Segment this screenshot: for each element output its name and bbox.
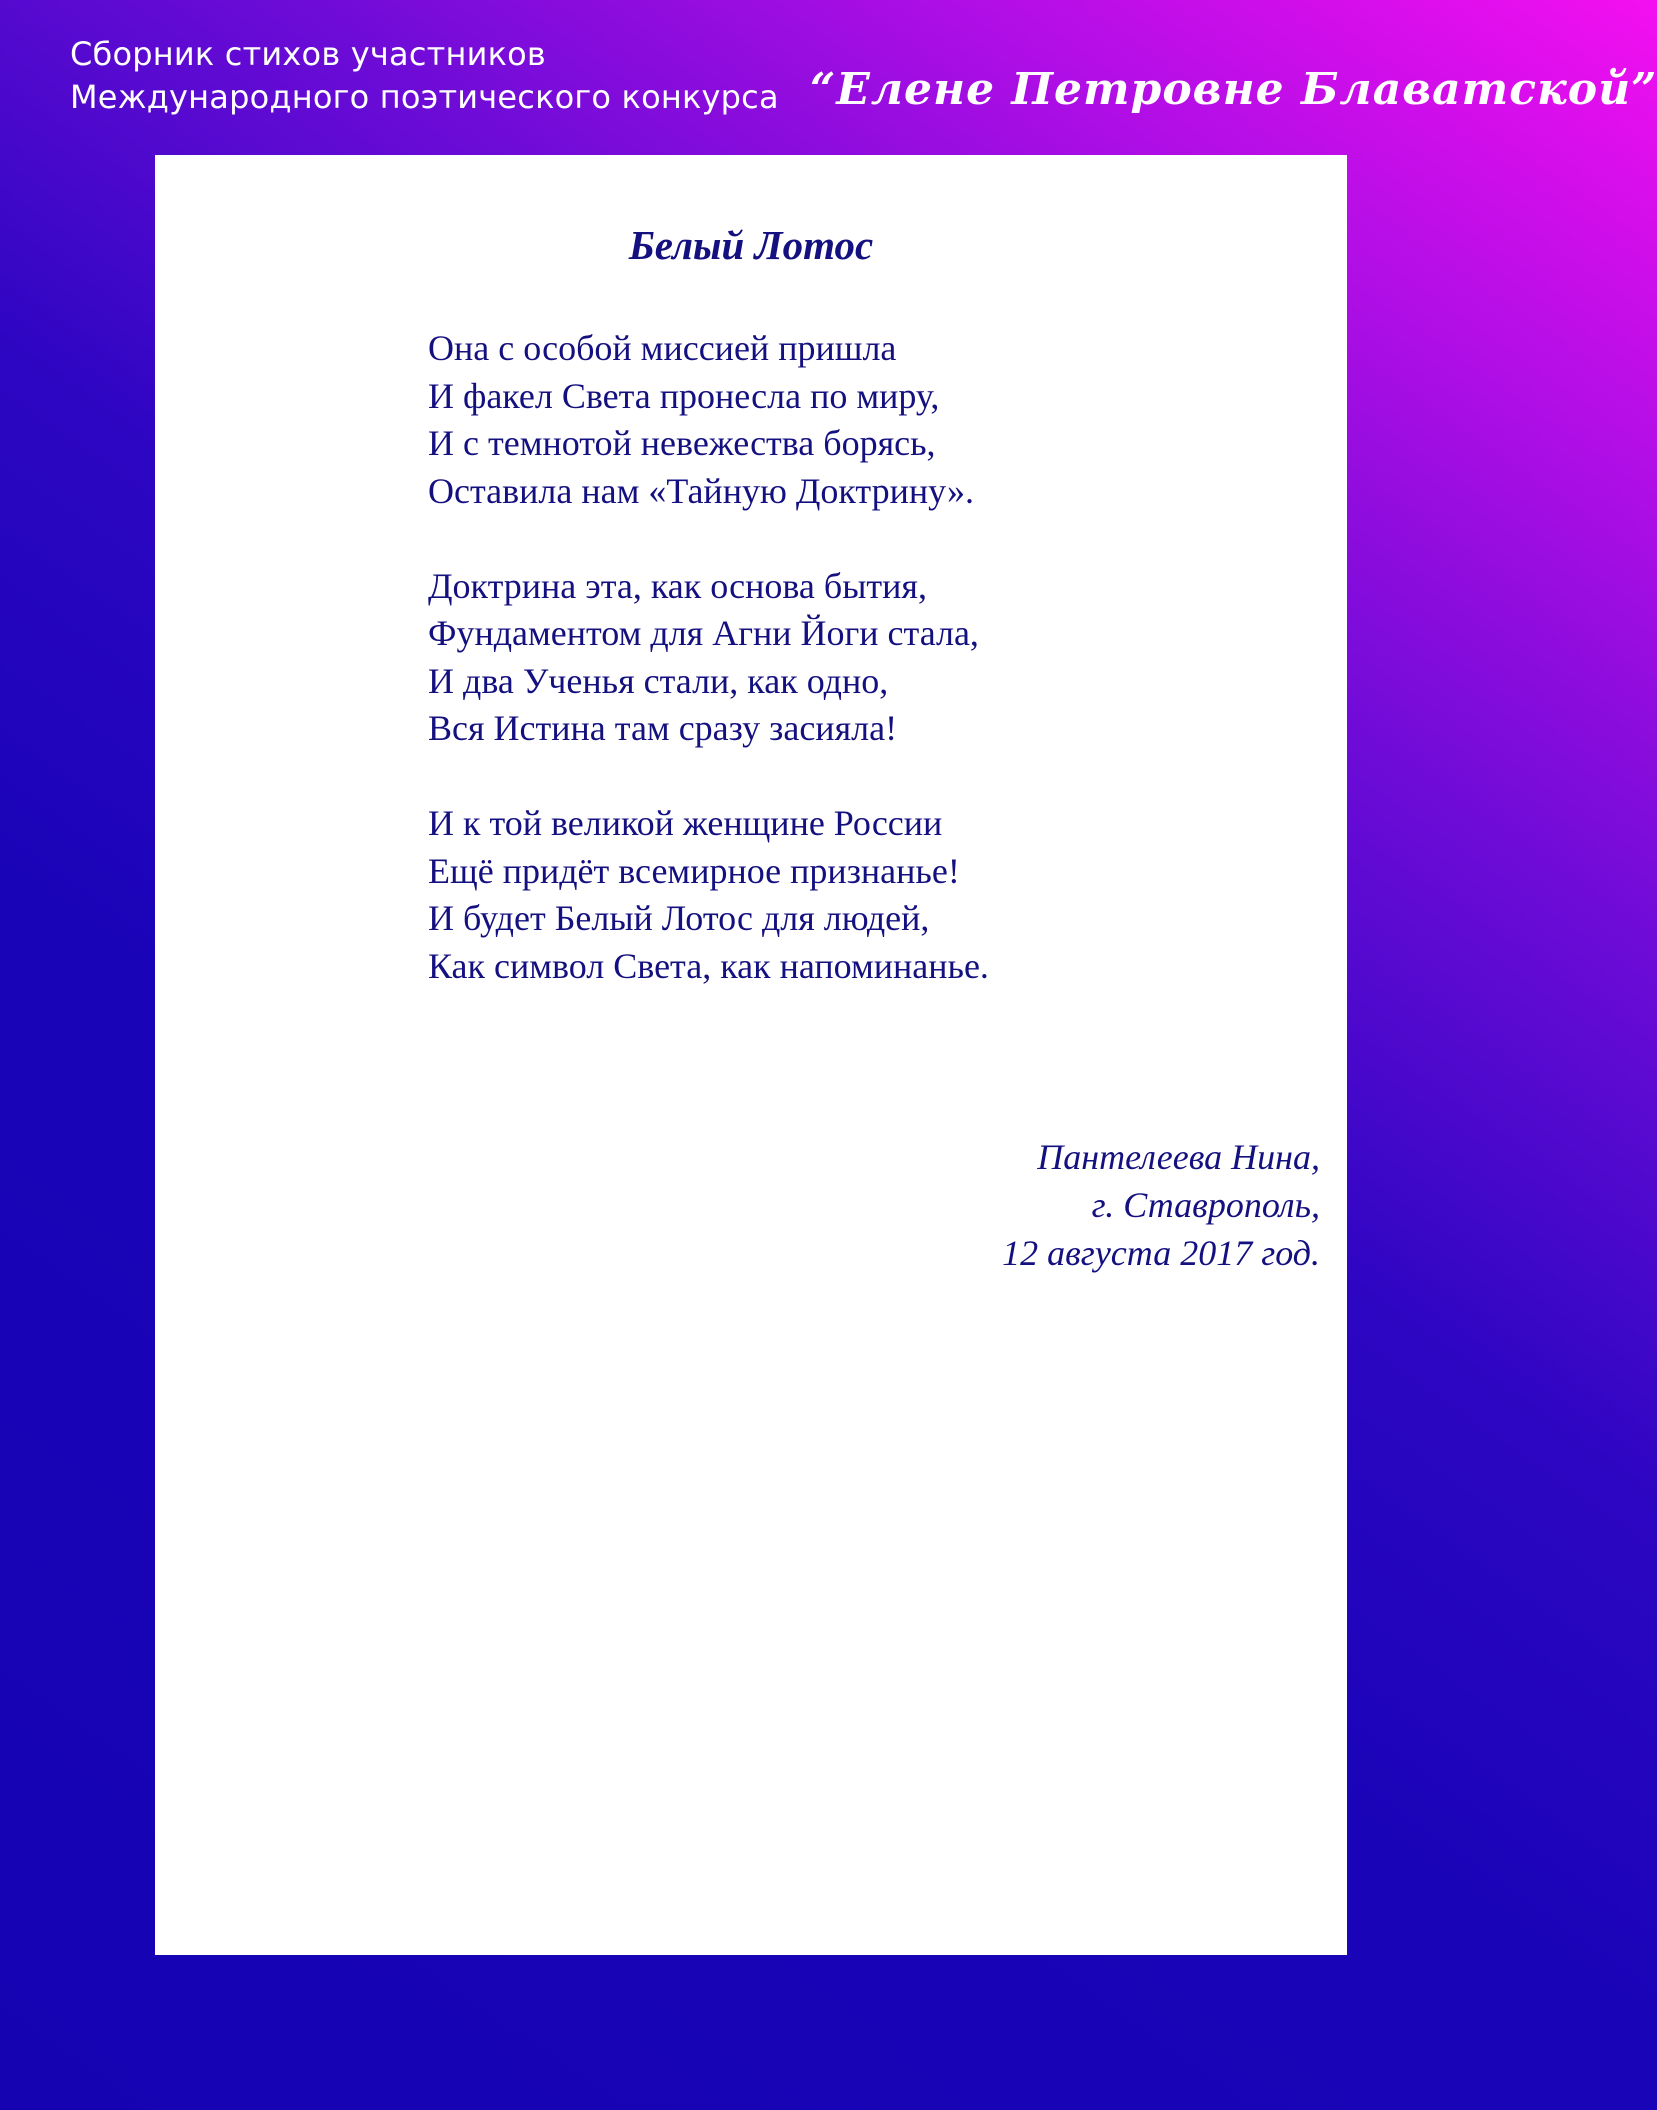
verse-line: И два Ученья стали, как одно,: [428, 660, 889, 701]
verse-line: Доктрина эта, как основа бытия,: [428, 565, 927, 606]
poem-page: [155, 155, 1347, 1955]
verse-line: Оставила нам «Тайную Доктрину».: [428, 470, 975, 511]
collection-title-line1: Сборник стихов участников: [70, 35, 546, 73]
verse-line: Ещё придёт всемирное признанье!: [428, 850, 960, 891]
poem-body: [428, 325, 989, 990]
stanza-3: [428, 800, 989, 990]
author-name: Пантелеева Нина,: [1037, 1137, 1320, 1177]
verse-line: Вся Истина там сразу засияла!: [428, 708, 898, 748]
collection-header: [70, 34, 1657, 124]
poem-date: 12 августа 2017 год.: [1002, 1233, 1320, 1273]
author-city: г. Ставрополь,: [1091, 1185, 1320, 1225]
stanza-2: [428, 563, 989, 753]
verse-line: И с темнотой невежества борясь,: [428, 423, 936, 463]
author-signature: [1002, 1133, 1320, 1277]
contest-name: “Елене Петровне Блаватской”: [810, 64, 1657, 115]
verse-line: И к той великой женщине России: [428, 803, 943, 843]
collection-title-line2: Международного поэтического конкурса: [70, 78, 779, 116]
verse-line: И будет Белый Лотос для людей,: [428, 898, 930, 938]
stanza-1: [428, 325, 989, 515]
poem-title: Белый Лотос: [628, 222, 874, 268]
verse-line: Она с особой миссией пришла: [428, 328, 897, 368]
verse-line: Фундаментом для Агни Йоги стала,: [428, 613, 979, 653]
verse-line: И факел Света пронесла по миру,: [428, 375, 940, 416]
verse-line: Как символ Света, как напоминанье.: [428, 945, 989, 986]
